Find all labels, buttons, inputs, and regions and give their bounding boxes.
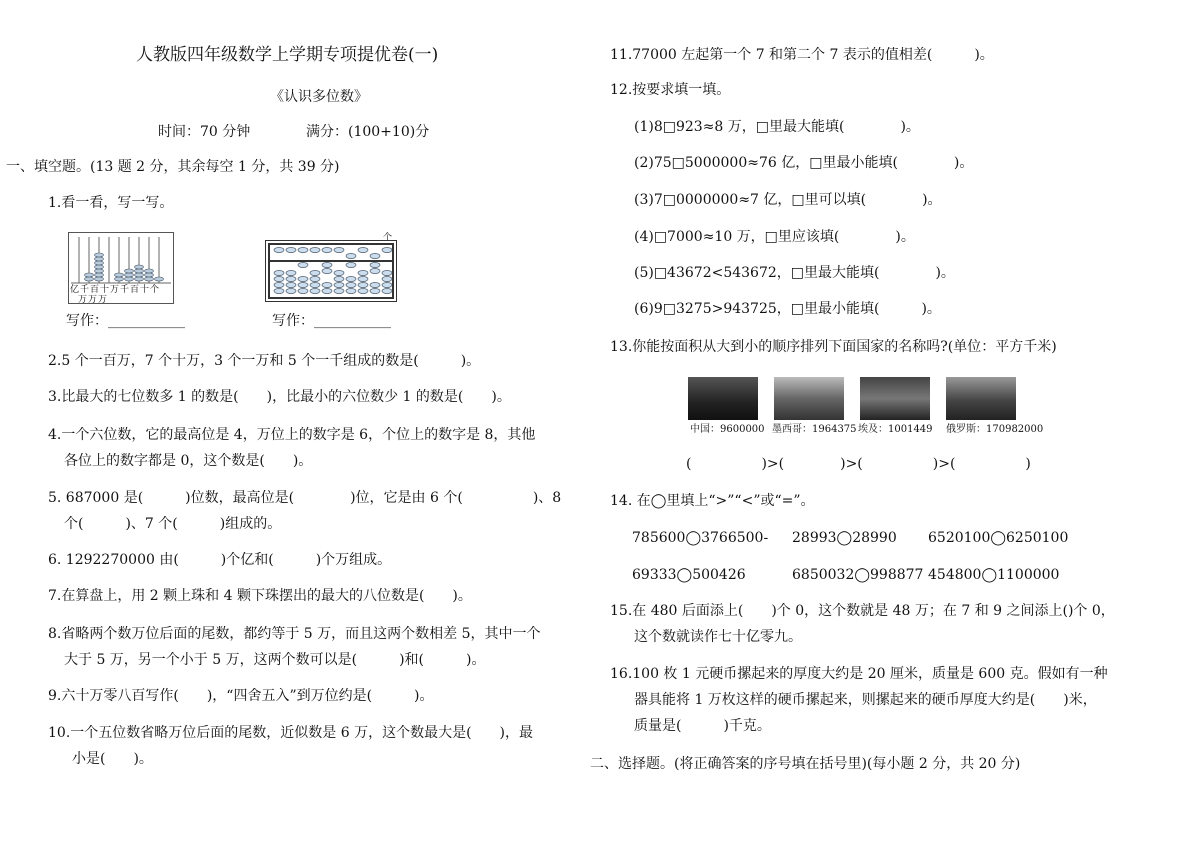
question-12-6: (6)9□3275>943725，□里最小能填( )。 bbox=[634, 301, 941, 317]
egypt-photo bbox=[860, 377, 930, 420]
question-16-line-2: 器具能将 1 万枚这样的硬币摞起来，则摞起来的硬币厚度大约是( )米， bbox=[634, 692, 1097, 708]
page-subtitle: 《认识多位数》 bbox=[270, 89, 368, 105]
question-6: 6. 1292270000 由( )个亿和( )个万组成。 bbox=[48, 552, 392, 568]
question-11: 11.77000 左起第一个 7 和第二个 7 表示的值相差( )。 bbox=[610, 47, 994, 63]
question-16-line-1: 16.100 枚 1 元硬币摞起来的厚度大约是 20 厘米，质量是 600 克。假如有一种 bbox=[610, 666, 1108, 682]
question-13: 13.你能按面积从大到小的顺序排列下面国家的名称吗?(单位：平方千米) bbox=[610, 339, 1057, 355]
comparison-2-3: 454800◯1100000 bbox=[928, 567, 1060, 583]
comparison-1-3: 6520100◯6250100 bbox=[928, 530, 1069, 546]
country-order-blanks: ( )>( )>( )>( ) bbox=[686, 456, 1031, 472]
question-5-line-2: 个( )、7 个( )组成的。 bbox=[64, 516, 282, 532]
question-8-line-1: 8.省略两个数万位后面的尾数，都约等于 5 万，而且这两个数相差 5，其中一个 bbox=[48, 626, 541, 642]
question-2: 2.5 个一百万，7 个十万，3 个一万和 5 个一千组成的数是( )。 bbox=[48, 353, 481, 369]
question-5-line-1: 5. 687000 是( )位数，最高位是( )位，它是由 6 个( )、8 bbox=[48, 490, 562, 506]
question-1: 1.看一看，写一写。 bbox=[48, 195, 174, 211]
question-9: 9.六十万零八百写作( )，“四舍五入”到万位约是( )。 bbox=[48, 688, 434, 704]
time-info: 时间：70 分钟 bbox=[158, 124, 251, 140]
question-15-line-2: 这个数就读作七十亿零九。 bbox=[634, 629, 802, 645]
country-label-china: 中国：9600000 bbox=[690, 424, 765, 435]
section-fill-blank-heading: 一、填空题。(13 题 2 分，其余每空 1 分，共 39 分) bbox=[6, 159, 340, 175]
score-info: 满分：(100+10)分 bbox=[306, 124, 430, 140]
country-label-russia: 俄罗斯：170982000 bbox=[946, 424, 1044, 435]
question-8-line-2: 大于 5 万，另一个小于 5 万，这两个数可以是( )和( )。 bbox=[64, 652, 486, 668]
page-title: 人教版四年级数学上学期专项提优卷(一) bbox=[136, 45, 439, 65]
write-answer-2[interactable]: 写作：___________ bbox=[272, 313, 391, 329]
comparison-2-2: 6850032◯998877 bbox=[792, 567, 924, 583]
comparison-2-1: 69333◯500426 bbox=[632, 567, 746, 583]
comparison-1-2: 28993◯28990 bbox=[792, 530, 897, 546]
question-10-line-2: 小是( )。 bbox=[72, 751, 153, 767]
abacus-place-labels-2: 万万万 bbox=[78, 295, 109, 305]
question-10-line-1: 10.一个五位数省略万位后面的尾数，近似数是 6 万，这个数最大是( )，最 bbox=[48, 725, 533, 741]
question-12: 12.按要求填一填。 bbox=[610, 82, 731, 98]
country-label-mexico: 墨西哥：1964375 bbox=[772, 424, 857, 435]
question-16-line-3: 质量是( )千克。 bbox=[634, 718, 771, 734]
suanpan-image bbox=[265, 240, 397, 302]
question-12-5: (5)□43672<543672，□里最大能填( )。 bbox=[634, 265, 955, 281]
question-12-4: (4)□7000≈10 万，□里应该填( )。 bbox=[634, 229, 915, 245]
russia-photo bbox=[946, 377, 1016, 420]
question-4-line-2: 各位上的数字都是 0，这个数是( )。 bbox=[64, 453, 313, 469]
question-3: 3.比最大的七位数多 1 的数是( )，比最小的六位数少 1 的数是( )。 bbox=[48, 389, 511, 405]
write-answer-1[interactable]: 写作：___________ bbox=[66, 313, 185, 329]
question-4-line-1: 4.一个六位数，它的最高位是 4，万位上的数字是 6，个位上的数字是 8，其他 bbox=[48, 427, 536, 443]
abacus-place-labels: 亿千百十万千百十个 bbox=[70, 285, 161, 295]
question-14: 14. 在◯里填上“>”“<”或“=”。 bbox=[610, 493, 815, 509]
question-12-3: (3)7□0000000≈7 亿，□里可以填( )。 bbox=[634, 192, 942, 208]
country-label-egypt: 埃及：1001449 bbox=[858, 424, 933, 435]
suanpan-unit-label: 个 bbox=[383, 233, 393, 243]
question-15-line-1: 15.在 480 后面添上( )个 0，这个数就是 48 万；在 7 和 9 之间添上()个 0， bbox=[610, 603, 1115, 619]
question-12-1: (1)8□923≈8 万，□里最大能填( )。 bbox=[634, 119, 920, 135]
section-choice-heading: 二、选择题。(将正确答案的序号填在括号里)(每小题 2 分，共 20 分) bbox=[590, 756, 1021, 772]
question-12-2: (2)75□5000000≈76 亿，□里最小能填( )。 bbox=[634, 155, 974, 171]
question-7: 7.在算盘上，用 2 颗上珠和 4 颗下珠摆出的最大的八位数是( )。 bbox=[48, 588, 472, 604]
china-photo bbox=[688, 377, 758, 420]
mexico-photo bbox=[774, 377, 844, 420]
comparison-1-1: 785600◯3766500- bbox=[632, 530, 769, 546]
